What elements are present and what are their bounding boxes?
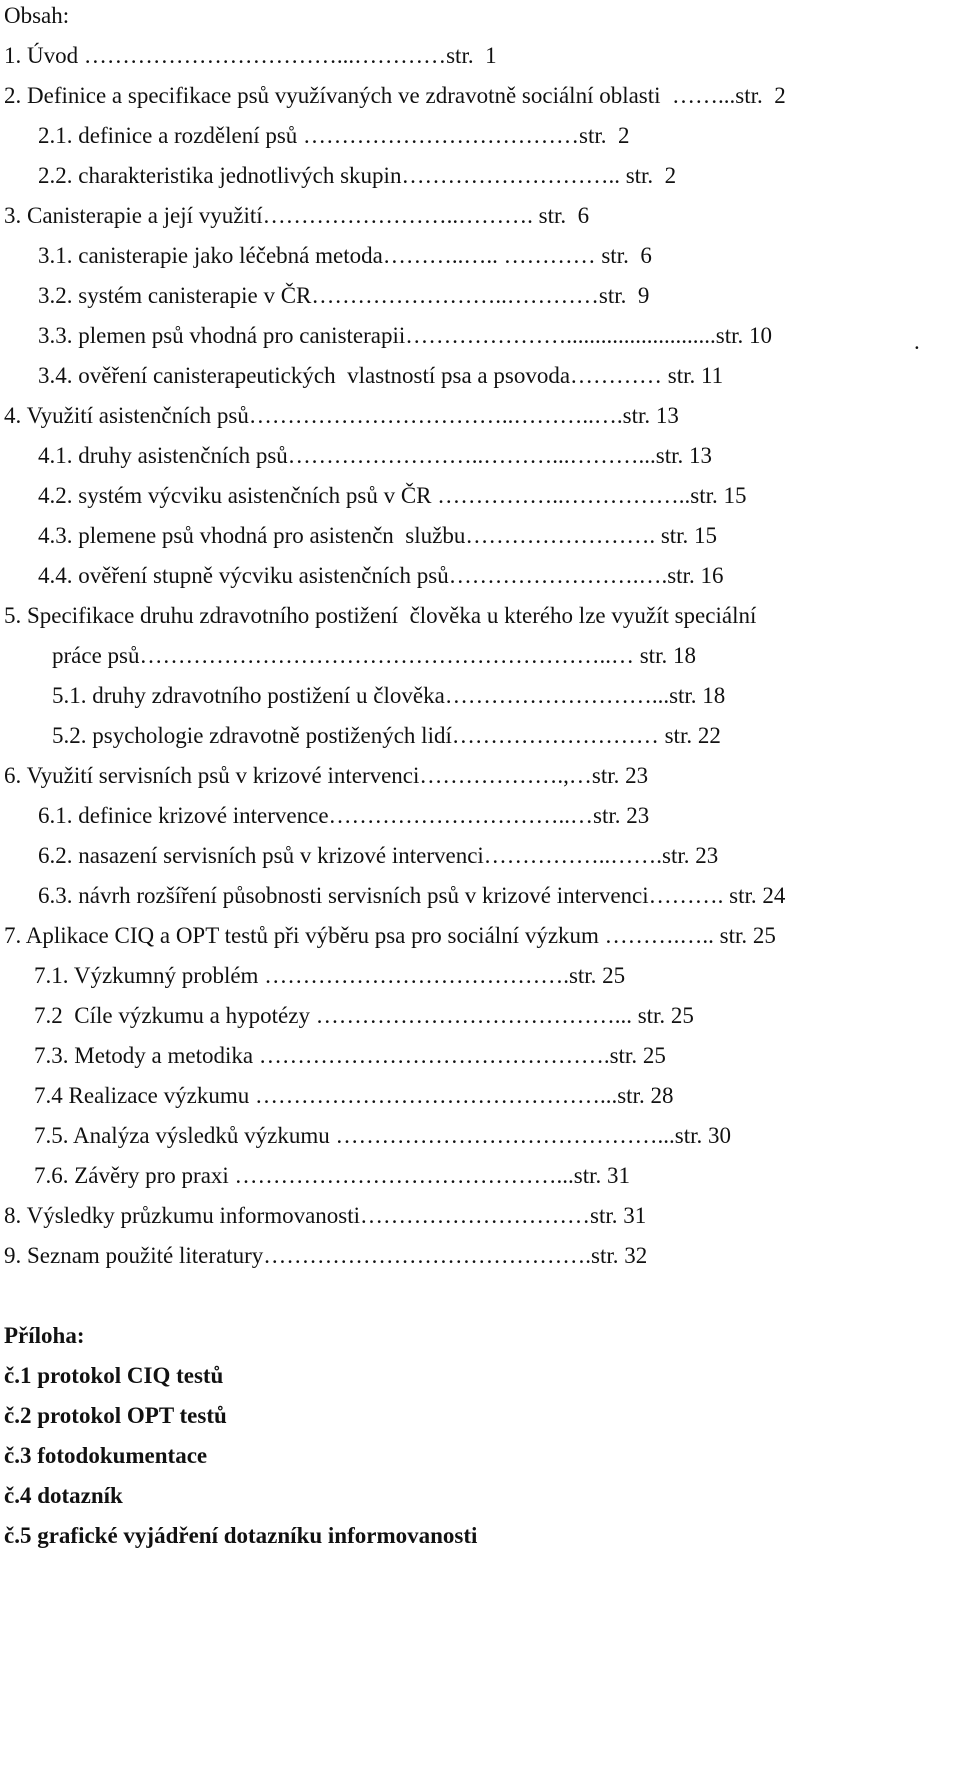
- appendix-item: č.3 fotodokumentace: [4, 1443, 208, 1468]
- toc-item: 7.6. Závěry pro praxi ……………………………………...str. 31: [34, 1163, 631, 1188]
- toc-item: 7.2 Cíle výzkumu a hypotézy …………………………………... str. 25: [34, 1003, 694, 1028]
- appendix-heading: Příloha:: [4, 1323, 85, 1348]
- toc-item: 2.2. charakteristika jednotlivých skupin……………………….. str. 2: [38, 163, 677, 188]
- toc-item: 7. Aplikace CIQ a OPT testů při výběru psa pro sociální výzkum ……….….. str. 25: [4, 923, 776, 948]
- toc-item: 3. Canisterapie a její využití……………………..………. str. 6: [4, 203, 590, 228]
- toc-item: 3.1. canisterapie jako léčebná metoda………..….. ………… str. 6: [38, 243, 652, 268]
- toc-item: práce psů……………………………………………………..… str. 18: [52, 643, 696, 668]
- appendix-item: č.4 dotazník: [4, 1483, 123, 1508]
- appendix-item: č.2 protokol OPT testů: [4, 1403, 227, 1428]
- toc-item: 5. Specifikace druhu zdravotního postižení člověka u kterého lze využít speciální: [4, 603, 757, 628]
- toc-item: 4.1. druhy asistenčních psů……………………..………...………...str. 13: [38, 443, 712, 468]
- toc-item: 7.3. Metody a metodika ……………………………………….str. 25: [34, 1043, 666, 1068]
- toc-item: 6.3. návrh rozšíření působnosti servisních psů v krizové intervenci………. str. 24: [38, 883, 786, 908]
- toc-item: 1. Úvod ……………………………...…………str. 1: [4, 43, 497, 68]
- toc-heading: Obsah:: [4, 3, 70, 28]
- toc-item: 6. Využití servisních psů v krizové intervenci……………….,…str. 23: [4, 763, 649, 788]
- appendix-item: č.5 grafické vyjádření dotazníku informovanosti: [4, 1523, 478, 1548]
- toc-item: 3.4. ověření canisterapeutických vlastností psa a psovoda………… str. 11: [38, 363, 724, 388]
- toc-item: 4.4. ověření stupně výcviku asistenčních psů…………………….….str. 16: [38, 563, 724, 588]
- toc-item: 7.4 Realizace výzkumu ………………………………………...str. 28: [34, 1083, 674, 1108]
- stray-period: .: [914, 329, 920, 354]
- appendix-item: č.1 protokol CIQ testů: [4, 1363, 224, 1388]
- toc-item: 9. Seznam použité literatury…………………………………….str. 32: [4, 1243, 648, 1268]
- toc-item: 4.3. plemene psů vhodná pro asistenčn službu……………………. str. 15: [38, 523, 718, 548]
- toc-item: 2. Definice a specifikace psů využívaných ve zdravotně sociální oblasti ……...str. 2: [4, 83, 786, 108]
- toc-item: 6.2. nasazení servisních psů v krizové intervenci……………..…….str. 23: [38, 843, 719, 868]
- toc-item: 6.1. definice krizové intervence…………………………..…str. 23: [38, 803, 650, 828]
- toc-item: 7.1. Výzkumný problém ………………………………….str. 25: [34, 963, 626, 988]
- toc-item: 4.2. systém výcviku asistenčních psů v ČR ……………..……………..str. 15: [38, 483, 747, 508]
- toc-item: 4. Využití asistenčních psů……………………………..………..….str. 13: [4, 403, 679, 428]
- toc-item: 3.3. plemen psů vhodná pro canisterapii…………………..........................str. 10: [38, 323, 773, 348]
- toc-item: 8. Výsledky průzkumu informovanosti…………………………str. 31: [4, 1203, 647, 1228]
- toc-item: 5.2. psychologie zdravotně postižených lidí……………………… str. 22: [52, 723, 721, 748]
- toc-item: 2.1. definice a rozdělení psů ………………………………str. 2: [38, 123, 630, 148]
- toc-item: 3.2. systém canisterapie v ČR……………………..…………str. 9: [38, 283, 650, 308]
- toc-item: 7.5. Analýza výsledků výzkumu ……………………………………...str. 30: [34, 1123, 731, 1148]
- toc-item: 5.1. druhy zdravotního postižení u člověka………………………...str. 18: [52, 683, 726, 708]
